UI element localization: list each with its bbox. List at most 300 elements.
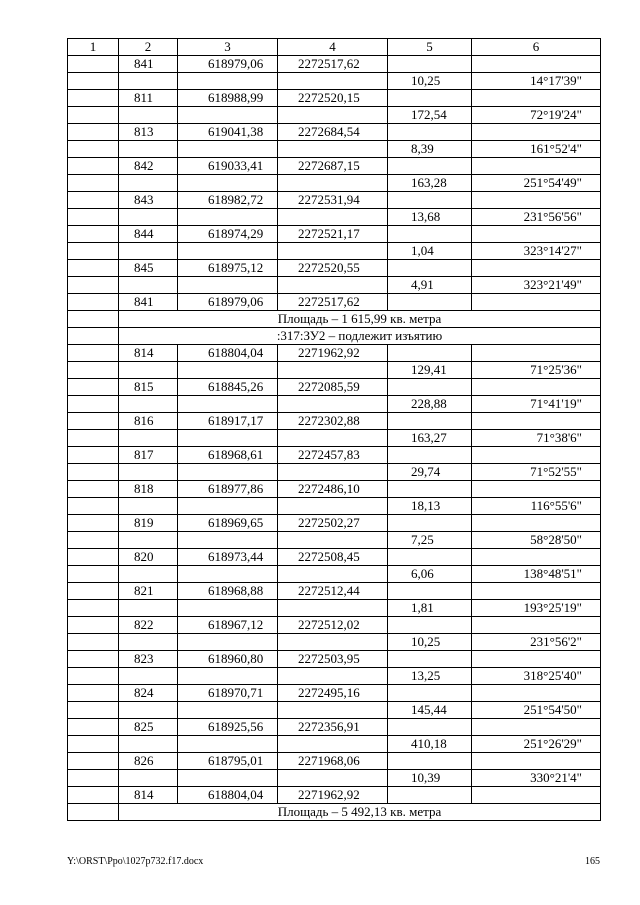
direction-angle: 138°48'51" — [472, 566, 601, 583]
cell-empty — [68, 770, 119, 787]
cell-empty — [178, 141, 278, 158]
cell-empty — [388, 226, 472, 243]
cell-empty — [119, 668, 178, 685]
page-number: 165 — [585, 856, 600, 867]
coordinate-x: 618979,06 — [178, 294, 278, 311]
table-row-point — [68, 260, 601, 277]
cell-empty — [178, 396, 278, 413]
column-header: 6 — [472, 39, 601, 56]
table-row-point — [68, 294, 601, 311]
cell-empty — [278, 243, 388, 260]
point-number: 818 — [119, 481, 178, 498]
coordinate-y: 2271962,92 — [278, 345, 388, 362]
table-row-point — [68, 719, 601, 736]
direction-angle: 116°55'6" — [472, 498, 601, 515]
cell-empty — [178, 532, 278, 549]
cell-empty — [178, 209, 278, 226]
point-number: 815 — [119, 379, 178, 396]
cell-empty — [68, 634, 119, 651]
table-row-segment — [68, 736, 601, 753]
coordinate-x: 618917,17 — [178, 413, 278, 430]
cell-empty — [178, 736, 278, 753]
table-row-point — [68, 379, 601, 396]
cell-empty — [178, 634, 278, 651]
cell-empty — [278, 277, 388, 294]
coordinate-x: 618982,72 — [178, 192, 278, 209]
column-header: 1 — [68, 39, 119, 56]
segment-length: 13,68 — [388, 209, 472, 226]
merged-text: :317:ЗУ2 – подлежит изъятию — [119, 328, 601, 345]
direction-angle: 330°21'4" — [472, 770, 601, 787]
cell-empty — [68, 379, 119, 396]
coordinate-y: 2272520,55 — [278, 260, 388, 277]
direction-angle: 14°17'39" — [472, 73, 601, 90]
table-row-point — [68, 651, 601, 668]
cell-empty — [472, 583, 601, 600]
table-row-point — [68, 617, 601, 634]
table-row-segment — [68, 634, 601, 651]
table-row-point — [68, 158, 601, 175]
cell-empty — [68, 158, 119, 175]
cell-empty — [68, 209, 119, 226]
cell-empty — [472, 787, 601, 804]
cell-empty — [388, 549, 472, 566]
cell-empty — [68, 600, 119, 617]
coordinate-x: 618804,04 — [178, 345, 278, 362]
table-row-segment — [68, 702, 601, 719]
cell-empty — [472, 515, 601, 532]
cell-empty — [119, 141, 178, 158]
cell-empty — [278, 702, 388, 719]
cell-empty — [68, 753, 119, 770]
cell-empty — [68, 396, 119, 413]
cell-empty — [278, 175, 388, 192]
direction-angle: 72°19'24" — [472, 107, 601, 124]
cell-empty — [472, 651, 601, 668]
cell-empty — [472, 226, 601, 243]
table-row-point — [68, 192, 601, 209]
cell-empty — [68, 413, 119, 430]
cell-empty — [119, 532, 178, 549]
cell-empty — [388, 124, 472, 141]
coordinate-x: 618977,86 — [178, 481, 278, 498]
coordinate-y: 2272508,45 — [278, 549, 388, 566]
cell-empty — [119, 634, 178, 651]
cell-empty — [388, 294, 472, 311]
cell-empty — [388, 787, 472, 804]
column-header: 3 — [178, 39, 278, 56]
table-row-segment — [68, 209, 601, 226]
cell-empty — [68, 532, 119, 549]
coordinate-y: 2272684,54 — [278, 124, 388, 141]
cell-empty — [119, 362, 178, 379]
cell-empty — [472, 260, 601, 277]
direction-angle: 231°56'56" — [472, 209, 601, 226]
coordinate-y: 2271962,92 — [278, 787, 388, 804]
column-header: 4 — [278, 39, 388, 56]
cell-empty — [472, 379, 601, 396]
direction-angle: 231°56'2" — [472, 634, 601, 651]
point-number: 841 — [119, 56, 178, 73]
cell-empty — [278, 566, 388, 583]
cell-empty — [178, 600, 278, 617]
cell-empty — [68, 362, 119, 379]
segment-length: 129,41 — [388, 362, 472, 379]
cell-empty — [68, 804, 119, 821]
point-number: 822 — [119, 617, 178, 634]
direction-angle: 58°28'50" — [472, 532, 601, 549]
cell-empty — [278, 362, 388, 379]
cell-empty — [68, 583, 119, 600]
table-row-segment — [68, 532, 601, 549]
cell-empty — [68, 243, 119, 260]
cell-empty — [388, 685, 472, 702]
table-row-segment — [68, 498, 601, 515]
point-number: 823 — [119, 651, 178, 668]
cell-empty — [472, 447, 601, 464]
table-row-segment — [68, 600, 601, 617]
cell-empty — [278, 209, 388, 226]
direction-angle: 318°25'40" — [472, 668, 601, 685]
cell-empty — [68, 719, 119, 736]
segment-length: 163,28 — [388, 175, 472, 192]
coordinate-x: 618988,99 — [178, 90, 278, 107]
cell-empty — [68, 447, 119, 464]
column-header: 5 — [388, 39, 472, 56]
cell-empty — [68, 481, 119, 498]
table-row-segment — [68, 107, 601, 124]
cell-empty — [178, 362, 278, 379]
segment-length: 29,74 — [388, 464, 472, 481]
coordinate-x: 618979,06 — [178, 56, 278, 73]
point-number: 811 — [119, 90, 178, 107]
direction-angle: 71°52'55" — [472, 464, 601, 481]
cell-empty — [68, 566, 119, 583]
segment-length: 13,25 — [388, 668, 472, 685]
cell-empty — [119, 107, 178, 124]
point-number: 844 — [119, 226, 178, 243]
table-row-segment — [68, 464, 601, 481]
segment-length: 10,25 — [388, 634, 472, 651]
cell-empty — [278, 770, 388, 787]
cell-empty — [119, 209, 178, 226]
table-row-segment — [68, 175, 601, 192]
segment-length: 1,81 — [388, 600, 472, 617]
cell-empty — [119, 770, 178, 787]
cell-empty — [119, 566, 178, 583]
cell-empty — [388, 158, 472, 175]
cell-empty — [388, 515, 472, 532]
coordinate-x: 618967,12 — [178, 617, 278, 634]
cell-empty — [472, 549, 601, 566]
cell-empty — [68, 498, 119, 515]
coordinate-x: 618969,65 — [178, 515, 278, 532]
cell-empty — [68, 141, 119, 158]
coordinate-y: 2272302,88 — [278, 413, 388, 430]
coordinate-y: 2272517,62 — [278, 294, 388, 311]
cell-empty — [278, 430, 388, 447]
cell-empty — [388, 56, 472, 73]
table-row-merged — [68, 804, 601, 821]
cell-empty — [278, 396, 388, 413]
point-number: 845 — [119, 260, 178, 277]
cell-empty — [68, 328, 119, 345]
segment-length: 172,54 — [388, 107, 472, 124]
table-row-point — [68, 90, 601, 107]
cell-empty — [278, 668, 388, 685]
coordinate-y: 2272457,83 — [278, 447, 388, 464]
coordinate-y: 2272521,17 — [278, 226, 388, 243]
cell-empty — [178, 702, 278, 719]
direction-angle: 251°54'49" — [472, 175, 601, 192]
cell-empty — [68, 617, 119, 634]
cell-empty — [68, 311, 119, 328]
table-row-segment — [68, 73, 601, 90]
cell-empty — [388, 651, 472, 668]
coordinate-x: 618970,71 — [178, 685, 278, 702]
cell-empty — [119, 702, 178, 719]
cell-empty — [68, 668, 119, 685]
cell-empty — [119, 600, 178, 617]
cell-empty — [68, 192, 119, 209]
cell-empty — [472, 294, 601, 311]
cell-empty — [278, 141, 388, 158]
cell-empty — [388, 260, 472, 277]
cell-empty — [472, 345, 601, 362]
cell-empty — [68, 277, 119, 294]
coordinate-x: 618925,56 — [178, 719, 278, 736]
cell-empty — [388, 90, 472, 107]
cell-empty — [278, 498, 388, 515]
cell-empty — [278, 736, 388, 753]
table-row-segment — [68, 668, 601, 685]
coordinate-y: 2272085,59 — [278, 379, 388, 396]
cell-empty — [68, 515, 119, 532]
file-path: Y:\ORST\Ppo\1027p732.f17.docx — [67, 856, 204, 867]
cell-empty — [119, 430, 178, 447]
table-row-segment — [68, 277, 601, 294]
cell-empty — [68, 549, 119, 566]
table-row-point — [68, 345, 601, 362]
direction-angle: 323°21'49" — [472, 277, 601, 294]
segment-length: 4,91 — [388, 277, 472, 294]
cell-empty — [68, 345, 119, 362]
table-row-point — [68, 685, 601, 702]
cell-empty — [68, 702, 119, 719]
cell-empty — [472, 56, 601, 73]
coordinate-y: 2272486,10 — [278, 481, 388, 498]
direction-angle: 193°25'19" — [472, 600, 601, 617]
cell-empty — [278, 600, 388, 617]
coordinate-x: 618795,01 — [178, 753, 278, 770]
coordinate-y: 2272517,62 — [278, 56, 388, 73]
cell-empty — [278, 634, 388, 651]
cell-empty — [388, 583, 472, 600]
table-row-point — [68, 56, 601, 73]
point-number: 826 — [119, 753, 178, 770]
cell-empty — [68, 464, 119, 481]
cell-empty — [472, 192, 601, 209]
segment-length: 10,25 — [388, 73, 472, 90]
point-number: 843 — [119, 192, 178, 209]
cell-empty — [119, 73, 178, 90]
cell-empty — [68, 260, 119, 277]
cell-empty — [472, 481, 601, 498]
cell-empty — [68, 107, 119, 124]
cell-empty — [388, 192, 472, 209]
coordinate-y: 2272687,15 — [278, 158, 388, 175]
point-number: 816 — [119, 413, 178, 430]
coordinate-x: 619041,38 — [178, 124, 278, 141]
cell-empty — [178, 498, 278, 515]
coordinate-x: 618974,29 — [178, 226, 278, 243]
cell-empty — [119, 736, 178, 753]
cell-empty — [472, 685, 601, 702]
cell-empty — [388, 413, 472, 430]
coordinate-x: 618975,12 — [178, 260, 278, 277]
point-number: 814 — [119, 345, 178, 362]
point-number: 821 — [119, 583, 178, 600]
table-row-segment — [68, 430, 601, 447]
cell-empty — [472, 90, 601, 107]
table-row-merged — [68, 328, 601, 345]
cell-empty — [388, 481, 472, 498]
cell-empty — [119, 498, 178, 515]
point-number: 819 — [119, 515, 178, 532]
segment-length: 145,44 — [388, 702, 472, 719]
coordinates-table — [67, 38, 601, 821]
table-row-segment — [68, 362, 601, 379]
cell-empty — [68, 685, 119, 702]
coordinate-x: 618968,61 — [178, 447, 278, 464]
cell-empty — [178, 107, 278, 124]
table-header-row — [68, 39, 601, 56]
cell-empty — [68, 430, 119, 447]
cell-empty — [119, 464, 178, 481]
point-number: 842 — [119, 158, 178, 175]
cell-empty — [68, 736, 119, 753]
cell-empty — [278, 532, 388, 549]
table-row-segment — [68, 243, 601, 260]
table-row-segment — [68, 141, 601, 158]
direction-angle: 161°52'4" — [472, 141, 601, 158]
cell-empty — [388, 617, 472, 634]
cell-empty — [472, 158, 601, 175]
segment-length: 163,27 — [388, 430, 472, 447]
table-row-point — [68, 583, 601, 600]
point-number: 841 — [119, 294, 178, 311]
cell-empty — [119, 175, 178, 192]
segment-length: 7,25 — [388, 532, 472, 549]
cell-empty — [68, 226, 119, 243]
coordinate-y: 2272512,44 — [278, 583, 388, 600]
direction-angle: 71°25'36" — [472, 362, 601, 379]
merged-text: Площадь – 5 492,13 кв. метра — [119, 804, 601, 821]
segment-length: 8,39 — [388, 141, 472, 158]
cell-empty — [278, 73, 388, 90]
cell-empty — [119, 243, 178, 260]
cell-empty — [472, 617, 601, 634]
table-row-point — [68, 787, 601, 804]
direction-angle: 71°38'6" — [472, 430, 601, 447]
point-number: 820 — [119, 549, 178, 566]
table-row-point — [68, 753, 601, 770]
table-row-point — [68, 549, 601, 566]
table-row-segment — [68, 396, 601, 413]
cell-empty — [68, 90, 119, 107]
direction-angle: 71°41'19" — [472, 396, 601, 413]
table-row-point — [68, 447, 601, 464]
cell-empty — [278, 464, 388, 481]
coordinate-y: 2272495,16 — [278, 685, 388, 702]
cell-empty — [68, 175, 119, 192]
coordinate-y: 2272356,91 — [278, 719, 388, 736]
cell-empty — [278, 107, 388, 124]
segment-length: 10,39 — [388, 770, 472, 787]
cell-empty — [388, 753, 472, 770]
coordinate-x: 619033,41 — [178, 158, 278, 175]
segment-length: 1,04 — [388, 243, 472, 260]
coordinate-y: 2272503,95 — [278, 651, 388, 668]
coordinate-y: 2272531,94 — [278, 192, 388, 209]
cell-empty — [388, 379, 472, 396]
column-header: 2 — [119, 39, 178, 56]
coordinate-y: 2272512,02 — [278, 617, 388, 634]
direction-angle: 323°14'27" — [472, 243, 601, 260]
cell-empty — [178, 277, 278, 294]
cell-empty — [68, 124, 119, 141]
table-row-segment — [68, 566, 601, 583]
cell-empty — [178, 770, 278, 787]
direction-angle: 251°54'50" — [472, 702, 601, 719]
point-number: 814 — [119, 787, 178, 804]
cell-empty — [388, 447, 472, 464]
cell-empty — [178, 430, 278, 447]
point-number: 817 — [119, 447, 178, 464]
direction-angle: 251°26'29" — [472, 736, 601, 753]
table-row-merged — [68, 311, 601, 328]
coordinate-x: 618973,44 — [178, 549, 278, 566]
cell-empty — [119, 396, 178, 413]
coordinate-x: 618804,04 — [178, 787, 278, 804]
cell-empty — [178, 464, 278, 481]
cell-empty — [68, 787, 119, 804]
table-body — [68, 56, 601, 821]
cell-empty — [178, 175, 278, 192]
segment-length: 6,06 — [388, 566, 472, 583]
point-number: 825 — [119, 719, 178, 736]
cell-empty — [178, 566, 278, 583]
cell-empty — [178, 243, 278, 260]
cell-empty — [68, 56, 119, 73]
segment-length: 228,88 — [388, 396, 472, 413]
cell-empty — [178, 73, 278, 90]
table-row-point — [68, 226, 601, 243]
coordinate-y: 2272520,15 — [278, 90, 388, 107]
cell-empty — [472, 124, 601, 141]
point-number: 824 — [119, 685, 178, 702]
coordinate-y: 2271968,06 — [278, 753, 388, 770]
cell-empty — [388, 719, 472, 736]
table-row-point — [68, 124, 601, 141]
table-row-segment — [68, 770, 601, 787]
coordinate-x: 618968,88 — [178, 583, 278, 600]
table-row-point — [68, 413, 601, 430]
coordinate-y: 2272502,27 — [278, 515, 388, 532]
point-number: 813 — [119, 124, 178, 141]
table-row-point — [68, 481, 601, 498]
table-row-point — [68, 515, 601, 532]
